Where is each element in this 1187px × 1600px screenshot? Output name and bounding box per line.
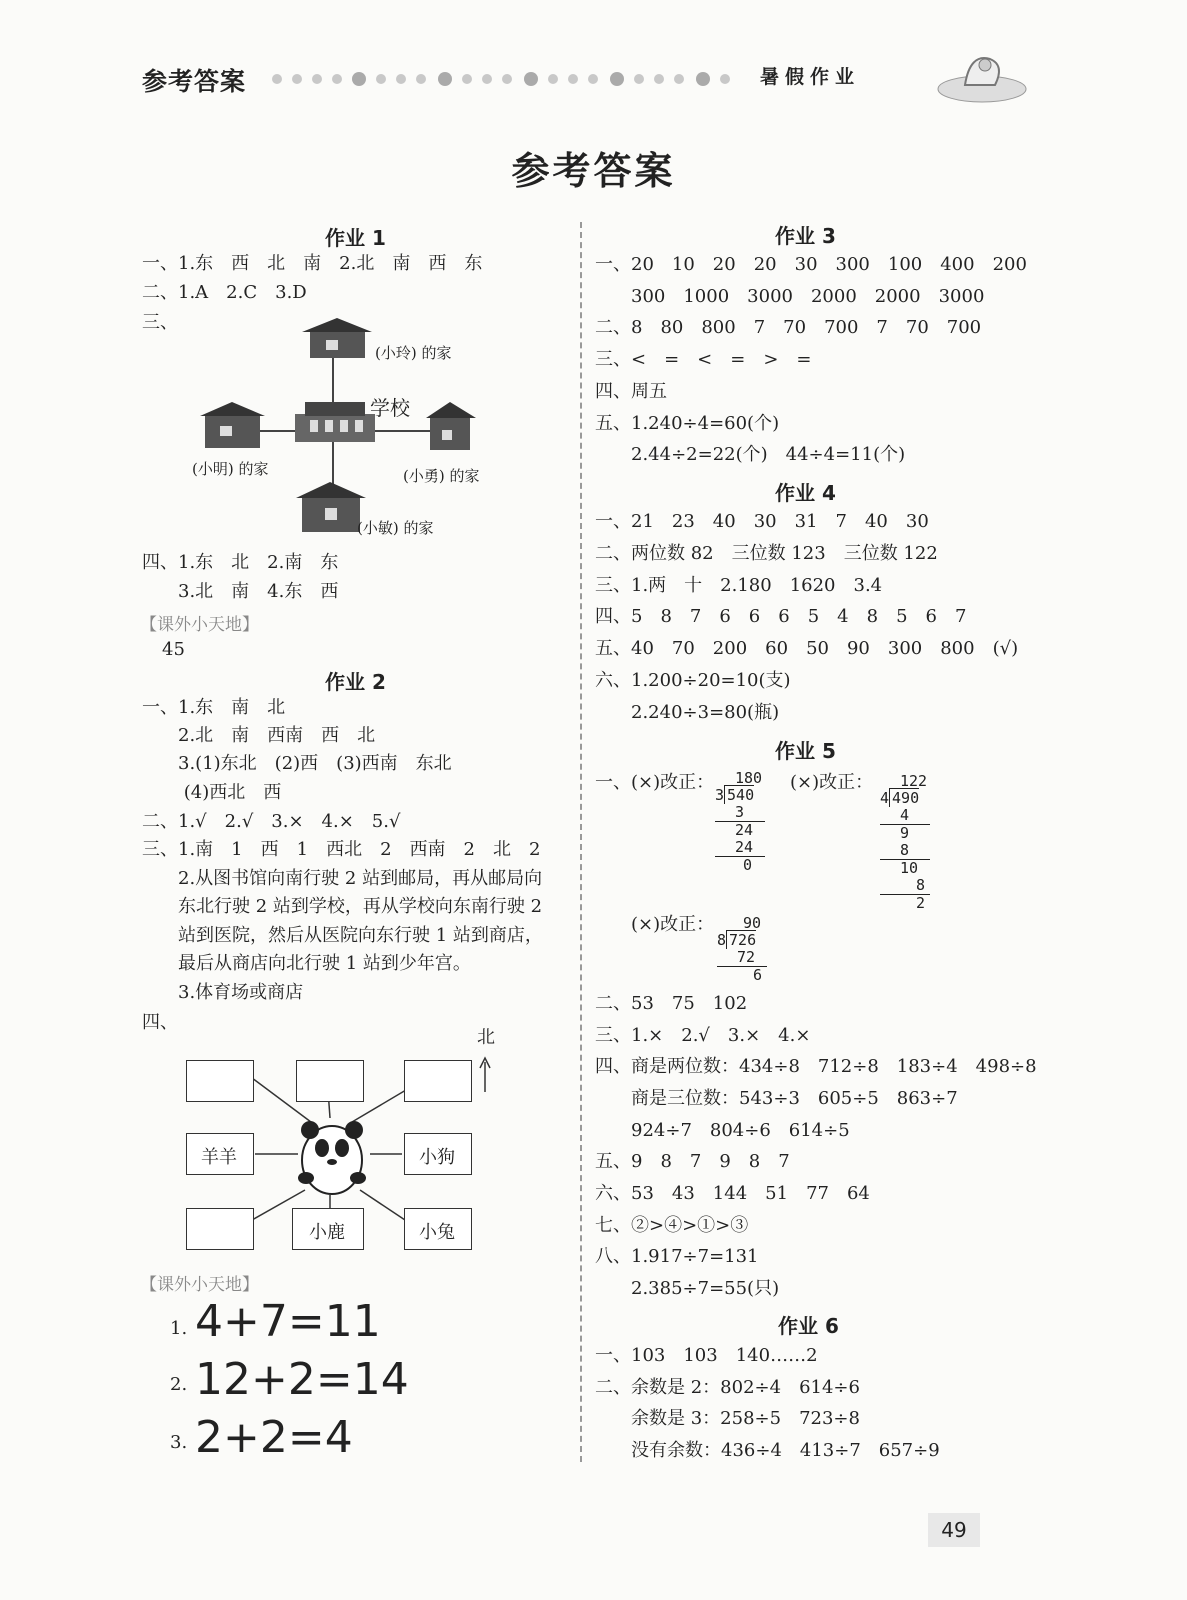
panda-icon	[298, 1121, 366, 1194]
hw3-line: 三、< = < = > =	[595, 349, 812, 370]
answer-box-bottom-left	[186, 1208, 254, 1250]
hw2-line: 2.北 南 西南 西 北	[142, 725, 376, 746]
hw4-line: 三、1.两 十 2.180 1620 3.4	[595, 575, 883, 596]
map-label-north: (小玲) 的家	[375, 344, 452, 362]
box-bottom	[292, 1208, 364, 1250]
extra-tag: 【课外小天地】	[140, 1275, 259, 1295]
hw5-line: 2.385÷7=55(只)	[595, 1278, 780, 1299]
hw3-line: 300 1000 3000 2000 2000 3000	[595, 286, 985, 307]
hw2-line: 三、1.南 1 西 1 西北 2 西南 2 北 2	[142, 839, 541, 860]
house-icon	[296, 482, 366, 532]
extra-tag: 【课外小天地】	[140, 615, 259, 635]
hw1-line: 二、1.A 2.C 3.D	[142, 282, 307, 303]
matchstick-equation-3: 2+2=4	[195, 1412, 353, 1463]
box-left-label: 羊羊	[201, 1147, 237, 1168]
hw2-line: 最后从商店向北行驶 1 站到少年宫。	[142, 953, 471, 974]
page-number: 49	[928, 1513, 980, 1547]
hw4-line: 四、5 8 7 6 6 6 5 4 8 5 6 7	[595, 606, 967, 627]
answer-box-top	[296, 1060, 364, 1102]
hw2-title: 作业 2	[325, 670, 386, 694]
hw5-line: 二、53 75 102	[595, 993, 748, 1014]
hw1-line: 三、	[142, 312, 178, 333]
box-bottom-label: 小鹿	[309, 1222, 345, 1243]
box-right-label: 小狗	[419, 1147, 455, 1168]
hw3-title: 作业 3	[775, 224, 836, 248]
hw2-line: 二、1.√ 2.√ 3.× 4.× 5.√	[142, 811, 401, 832]
map-label-school: 学校	[370, 396, 410, 420]
hw5-correction-label: (×)改正：	[595, 914, 715, 935]
header-title: 参考答案	[142, 67, 247, 96]
eq2-number: 2.	[170, 1374, 188, 1395]
hw3-line: 一、20 10 20 20 30 300 100 400 200	[595, 254, 1027, 275]
hw3-line: 五、1.240÷4=60(个)	[595, 413, 780, 434]
hw4-line: 一、21 23 40 30 31 7 40 30	[595, 511, 929, 532]
hw3-line: 四、周五	[595, 381, 667, 402]
map-label-east: (小勇) 的家	[403, 467, 480, 485]
mascot-icon	[935, 45, 1030, 105]
hw2-line: 3.体育场或商店	[142, 982, 304, 1003]
long-division-2: 122 4 490 4 9 8 10 8 2	[880, 773, 940, 912]
hw2-line: 一、1.东 南 北	[142, 697, 286, 718]
box-bottom-right-label: 小兔	[419, 1222, 455, 1243]
hw1-line: 3.北 南 4.东 西	[142, 581, 339, 602]
hw5-line: 三、1.× 2.√ 3.× 4.×	[595, 1025, 811, 1046]
hw4-title: 作业 4	[775, 481, 836, 505]
hw5-line: 924÷7 804÷6 614÷5	[595, 1120, 850, 1141]
hw5-correction-label: 一、(×)改正：	[595, 772, 715, 793]
hw2-line: 3.(1)东北 (2)西 (3)西南 东北	[142, 753, 452, 774]
hw1-map-diagram	[180, 318, 510, 548]
hw5-line: 五、9 8 7 9 8 7	[595, 1151, 790, 1172]
hw2-line: 东北行驶 2 站到学校，再从学校向东南行驶 2	[142, 896, 543, 917]
hw4-line: 五、40 70 200 60 50 90 300 800 (√)	[595, 638, 1019, 659]
answer-box-top-right	[404, 1060, 472, 1102]
hw5-correction-label: (×)改正：	[790, 772, 874, 793]
page-title: 参考答案	[511, 148, 676, 193]
box-left	[186, 1133, 254, 1175]
hw3-line: 2.44÷2=22(个) 44÷4=11(个)	[595, 444, 906, 465]
box-bottom-right	[404, 1208, 472, 1250]
north-label: 北	[477, 1027, 495, 1048]
school-icon	[295, 402, 375, 442]
house-icon	[426, 402, 476, 450]
column-divider	[580, 222, 582, 1462]
hw2-line: 四、	[142, 1012, 178, 1033]
hw1-extra-answer: 45	[162, 639, 185, 660]
hw5-line: 四、商是两位数：434÷8 712÷8 183÷4 498÷8	[595, 1056, 1037, 1077]
hw4-line: 二、两位数 82 三位数 123 三位数 122	[595, 543, 938, 564]
eq3-number: 3.	[170, 1432, 188, 1453]
header-brand: 暑假作业	[760, 66, 861, 88]
hw1-line: 四、1.东 北 2.南 东	[142, 552, 339, 573]
hw4-line: 2.240÷3=80(瓶)	[595, 702, 780, 723]
map-label-south: (小敏) 的家	[357, 519, 434, 537]
hw4-line: 六、1.200÷20=10(支)	[595, 670, 791, 691]
hw2-line: (4)西北 西	[142, 782, 282, 803]
hw6-line: 没有余数：436÷4 413÷7 657÷9	[595, 1440, 940, 1461]
hw5-line: 七、②>④>①>③	[595, 1215, 749, 1236]
matchstick-equation-2: 12+2=14	[195, 1354, 409, 1405]
box-right	[404, 1133, 472, 1175]
hw6-line: 余数是 3：258÷5 723÷8	[595, 1408, 860, 1429]
house-icon	[200, 402, 265, 448]
hw6-line: 一、103 103 140……2	[595, 1345, 818, 1366]
long-division-1: 180 3 540 3 24 24 0	[715, 770, 775, 874]
long-division-3: 90 8 726 72 6	[717, 915, 777, 984]
hw5-line: 八、1.917÷7=131	[595, 1246, 759, 1267]
house-icon	[302, 318, 372, 358]
hw2-line: 站到医院，然后从医院向东行驶 1 站到商店，	[142, 925, 543, 946]
map-label-west: (小明) 的家	[192, 460, 269, 478]
hw3-line: 二、8 80 800 7 70 700 7 70 700	[595, 317, 982, 338]
hw1-title: 作业 1	[325, 226, 386, 250]
hw6-line: 二、余数是 2：802÷4 614÷6	[595, 1377, 860, 1398]
hw5-line: 商是三位数：543÷3 605÷5 863÷7	[595, 1088, 958, 1109]
answer-box-top-left	[186, 1060, 254, 1102]
hw6-title: 作业 6	[778, 1314, 839, 1338]
hw5-title: 作业 5	[775, 739, 836, 763]
matchstick-equation-1: 4+7=11	[195, 1296, 381, 1347]
eq1-number: 1.	[170, 1318, 188, 1339]
hw1-line: 一、1.东 西 北 南 2.北 南 西 东	[142, 253, 483, 274]
hw2-line: 2.从图书馆向南行驶 2 站到邮局，再从邮局向	[142, 868, 543, 889]
hw5-line: 六、53 43 144 51 77 64	[595, 1183, 870, 1204]
